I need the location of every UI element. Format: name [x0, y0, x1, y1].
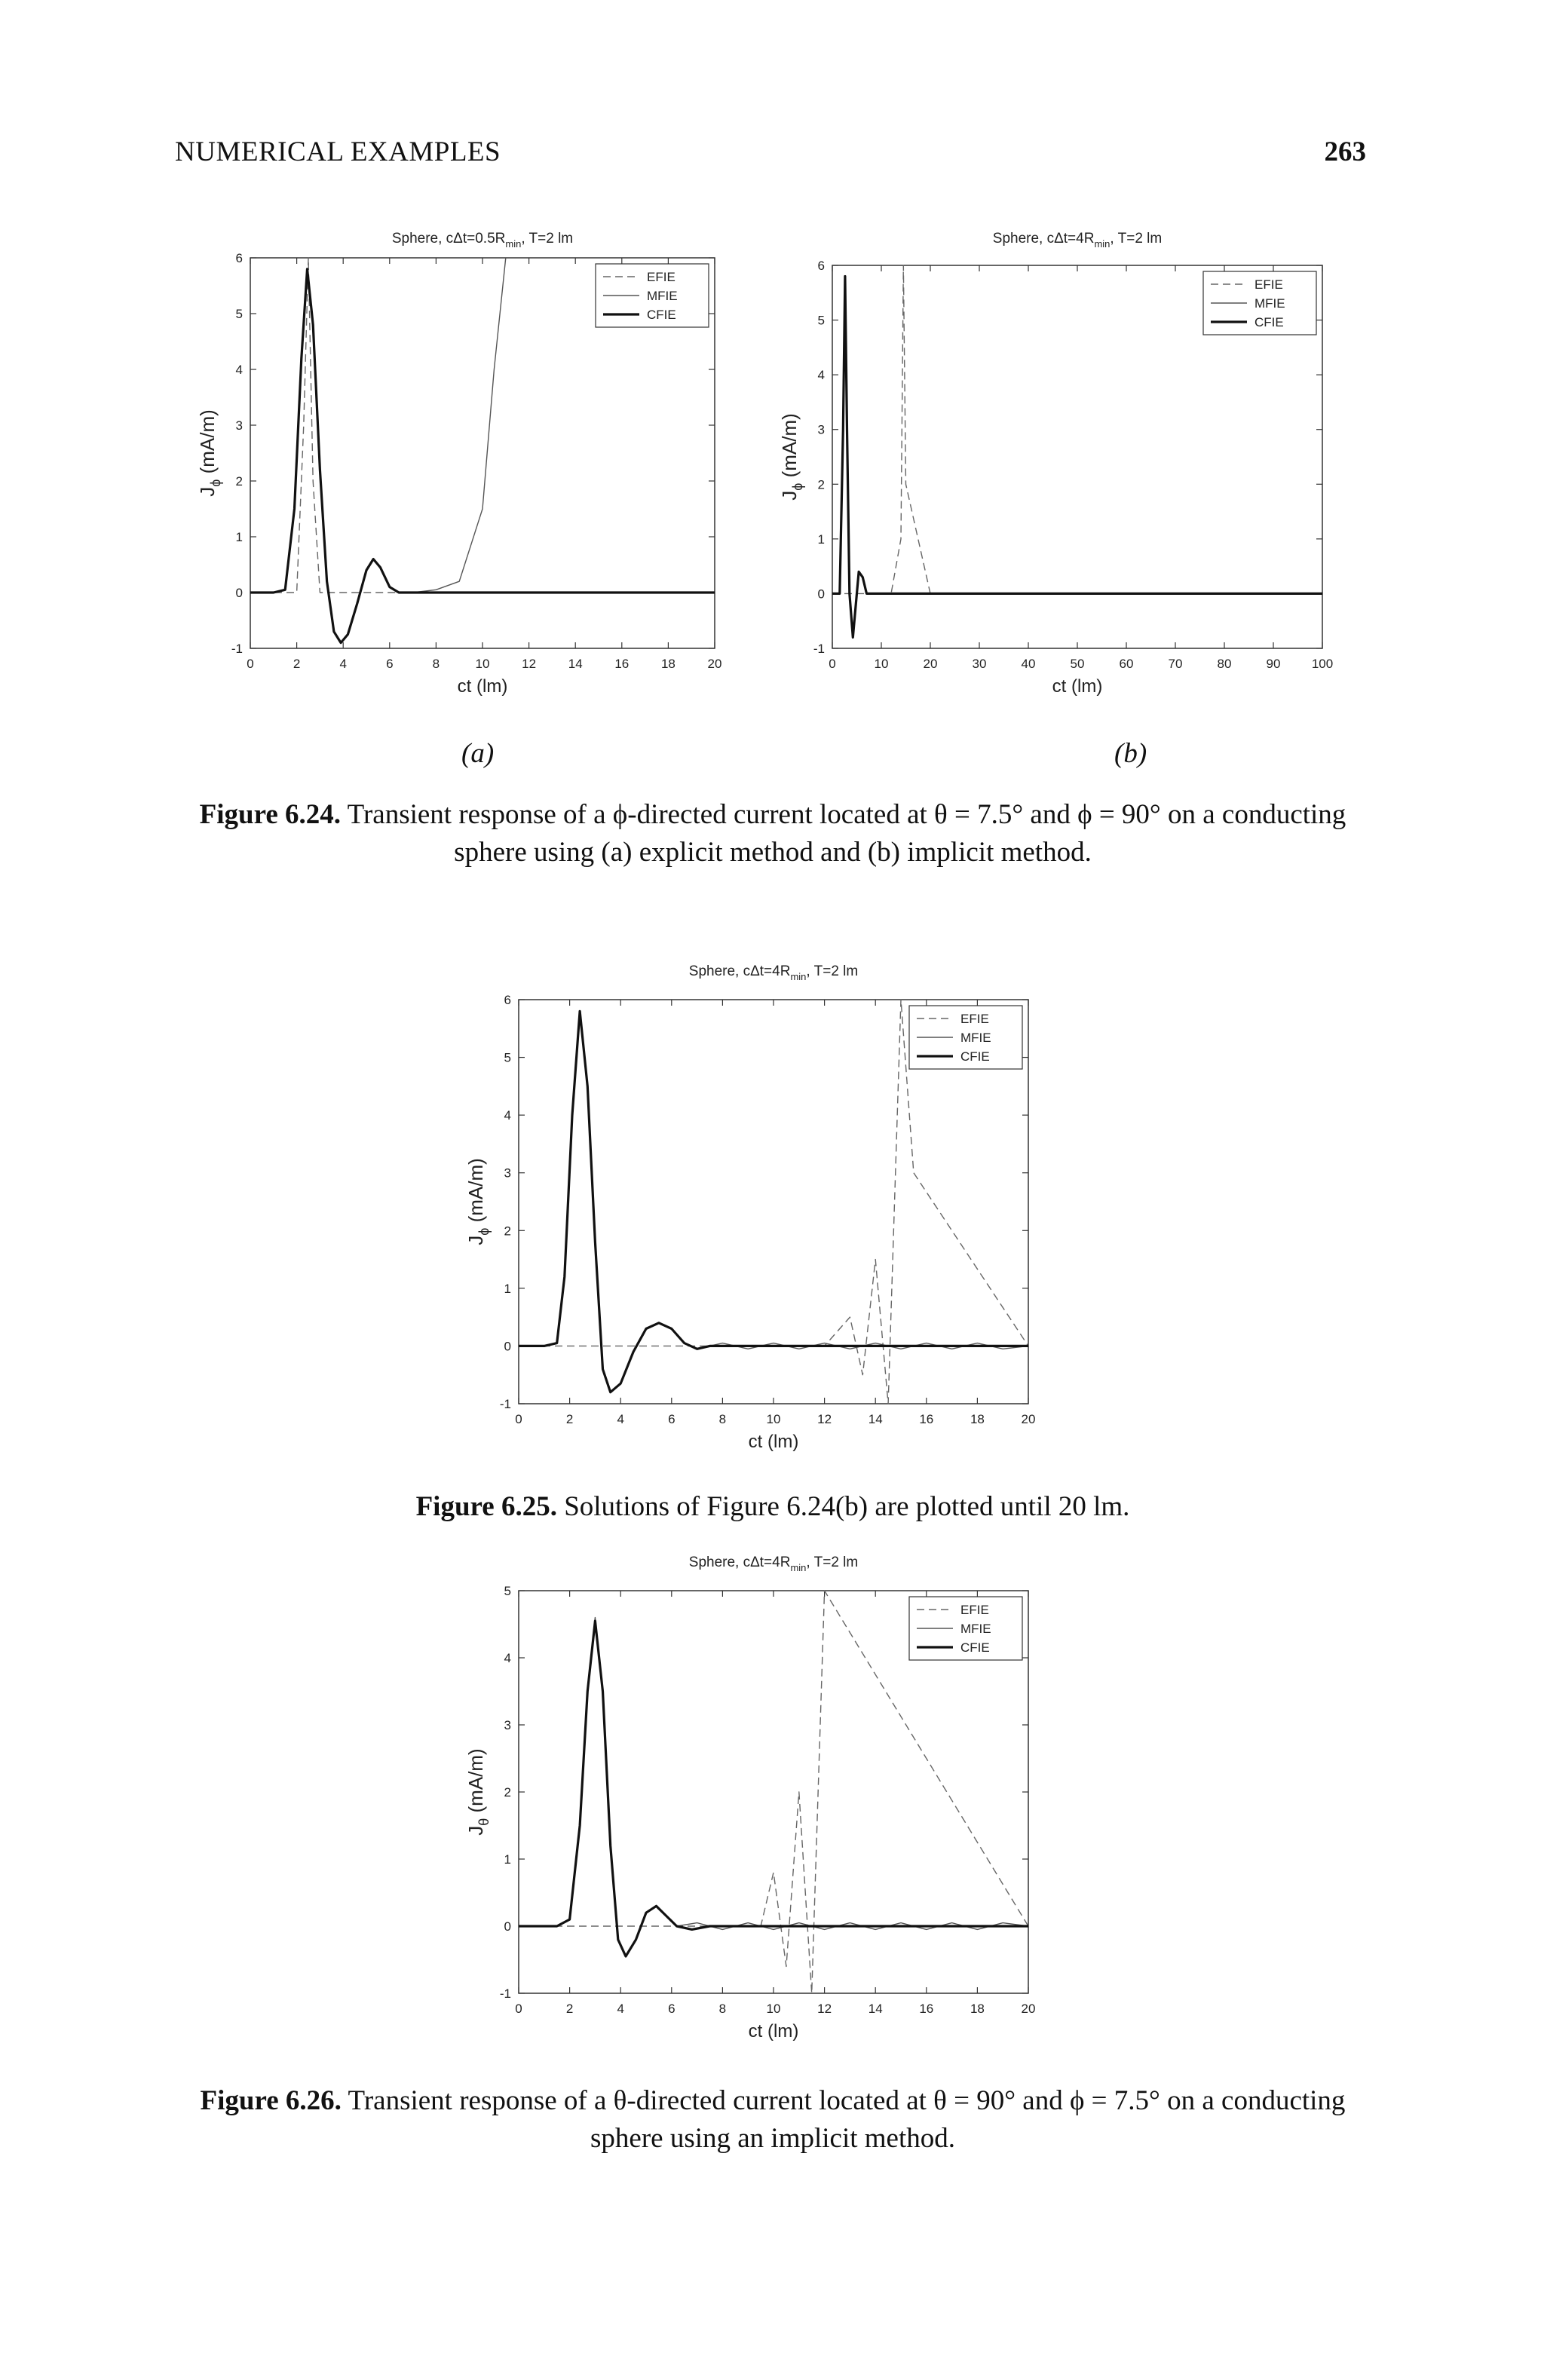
legend-label-cfie: CFIE [960, 1049, 990, 1064]
series-cfie [519, 1621, 1028, 1956]
y-tick-label: 1 [235, 530, 243, 544]
legend-label-efie: EFIE [960, 1012, 989, 1026]
x-tick-label: 20 [1021, 2002, 1036, 2016]
sublabel-b: (b) [1114, 738, 1147, 769]
page-number: 263 [1324, 136, 1366, 167]
y-tick-label: -1 [499, 1986, 511, 2001]
legend [909, 1597, 1022, 1660]
chart-title: Sphere, $c\Delta t=4R_{min}$, T=2 lm [688, 1555, 859, 1573]
legend-label-cfie: CFIE [647, 308, 676, 322]
figure-6-25-text: Solutions of Figure 6.24(b) are plotted until 20 lm. [564, 1491, 1130, 1522]
x-tick-label: 18 [970, 2002, 985, 2016]
x-tick-label: 20 [923, 657, 938, 671]
y-tick-label: 2 [817, 477, 825, 492]
y-tick-label: 5 [235, 307, 243, 321]
x-tick-label: 2 [565, 1412, 574, 1426]
figure-6-25-caption [181, 1488, 1365, 1526]
y-tick-label: -1 [499, 1397, 511, 1411]
x-tick-label: 4 [339, 657, 347, 671]
legend-label-efie: EFIE [647, 270, 676, 284]
x-tick-label: 8 [718, 2002, 727, 2016]
figure-6-26-caption [181, 2082, 1365, 2158]
x-tick-label: 14 [868, 1412, 883, 1426]
legend-label-efie: EFIE [960, 1603, 989, 1617]
series-mfie [519, 1618, 1028, 1956]
y-tick-label: 3 [504, 1718, 511, 1732]
x-tick-label: 0 [247, 657, 254, 671]
x-tick-label: 16 [919, 2002, 934, 2016]
x-tick-label: 4 [617, 1412, 624, 1426]
x-tick-label: 4 [617, 2002, 624, 2016]
x-tick-label: 40 [1021, 657, 1036, 671]
y-tick-label: 1 [504, 1852, 511, 1867]
x-tick-label: 70 [1168, 657, 1183, 671]
x-tick-label: 100 [1311, 657, 1334, 671]
x-tick-label: 16 [919, 1412, 934, 1426]
legend-label-mfie: MFIE [960, 1031, 991, 1045]
y-tick-label: 4 [504, 1651, 511, 1665]
x-axis-label: ct (lm) [457, 676, 508, 697]
legend [596, 264, 709, 327]
legend [909, 1006, 1022, 1069]
x-tick-label: 12 [817, 1412, 832, 1426]
series-mfie [250, 258, 506, 643]
chart-fig625 [464, 959, 1086, 1479]
x-tick-label: 2 [565, 2002, 574, 2016]
x-tick-label: 80 [1217, 657, 1232, 671]
x-tick-label: 8 [432, 657, 440, 671]
chart-fig626 [464, 1550, 1086, 2063]
y-tick-label: 5 [817, 313, 825, 328]
x-tick-label: 2 [293, 657, 301, 671]
legend-label-cfie: CFIE [960, 1640, 990, 1655]
y-tick-label: 5 [504, 1584, 511, 1598]
x-tick-label: 14 [868, 2002, 883, 2016]
x-tick-label: 18 [970, 1412, 985, 1426]
x-tick-label: 16 [614, 657, 630, 671]
y-tick-label: -1 [231, 642, 243, 656]
x-tick-label: 10 [475, 657, 490, 671]
x-tick-label: 50 [1070, 657, 1085, 671]
x-tick-label: 10 [874, 657, 889, 671]
chart-title: Sphere, $c\Delta t=4R_{min}$, T=2 lm [688, 963, 859, 982]
figure-6-25-label: Figure 6.25. [415, 1491, 557, 1522]
y-tick-label: 6 [235, 251, 243, 265]
y-tick-label: 0 [235, 586, 243, 600]
x-tick-label: 10 [766, 2002, 781, 2016]
figure-6-24-text: Transient response of a ϕ-directed current located at θ = 7.5° and ϕ = 90° on a conducting sphere using (a) explicit method and (b) implicit method. [347, 799, 1346, 868]
figure-6-26-text: Transient response of a θ-directed current located at θ = 90° and ϕ = 7.5° on a conducting sphere using an implicit method. [348, 2085, 1346, 2154]
legend-label-cfie: CFIE [1254, 315, 1284, 329]
figure-6-24-label: Figure 6.24. [199, 799, 342, 830]
sublabel-a: (a) [461, 738, 495, 769]
y-tick-label: 2 [504, 1224, 511, 1239]
figure-6-26-label: Figure 6.26. [200, 2085, 342, 2116]
y-tick-label: 4 [817, 368, 825, 383]
y-tick-label: 4 [504, 1108, 511, 1123]
x-tick-label: 0 [515, 1412, 522, 1426]
chart-fig624a [173, 226, 799, 739]
y-tick-label: 1 [504, 1281, 511, 1296]
x-tick-label: 20 [707, 657, 722, 671]
y-tick-label: 0 [817, 587, 825, 602]
y-tick-label: 6 [504, 993, 511, 1007]
y-tick-label: 0 [504, 1339, 511, 1354]
x-tick-label: 18 [660, 657, 676, 671]
y-tick-label: 0 [504, 1919, 511, 1934]
x-tick-label: 0 [515, 2002, 522, 2016]
running-head: NUMERICAL EXAMPLES [175, 136, 501, 167]
page-header [175, 136, 1366, 181]
legend-label-mfie: MFIE [960, 1622, 991, 1636]
y-tick-label: -1 [813, 642, 825, 656]
x-tick-label: 12 [817, 2002, 832, 2016]
y-tick-label: 1 [817, 531, 825, 547]
x-tick-label: 8 [718, 1412, 727, 1426]
x-tick-label: 20 [1021, 1412, 1036, 1426]
x-axis-label: ct (lm) [748, 1432, 799, 1452]
chart-title: Sphere, $c\Delta t=4R_{min}$, T=2 lm [992, 231, 1163, 250]
figure-6-24-caption [181, 796, 1365, 871]
x-tick-label: 14 [568, 657, 583, 671]
y-tick-label: 4 [235, 363, 243, 377]
x-tick-label: 12 [522, 657, 537, 671]
x-tick-label: 10 [766, 1412, 781, 1426]
x-axis-label: ct (lm) [1052, 676, 1103, 697]
chart-title: Sphere, $c\Delta t=0.5R_{min}$, T=2 lm [391, 231, 574, 250]
x-tick-label: 6 [386, 657, 394, 671]
x-tick-label: 30 [972, 657, 987, 671]
legend-label-mfie: MFIE [1254, 296, 1285, 311]
y-tick-label: 5 [504, 1050, 511, 1065]
y-tick-label: 3 [235, 418, 243, 433]
y-axis-label: $J_\theta$ (mA/m) [464, 1748, 492, 1836]
x-axis-label: ct (lm) [748, 2021, 799, 2042]
x-tick-label: 6 [668, 2002, 676, 2016]
legend [1203, 271, 1316, 335]
legend-label-mfie: MFIE [647, 289, 678, 303]
chart-fig624b [778, 226, 1389, 739]
x-tick-label: 0 [829, 657, 836, 671]
y-tick-label: 2 [235, 474, 243, 489]
y-tick-label: 6 [817, 259, 825, 273]
y-tick-label: 3 [504, 1165, 511, 1181]
y-tick-label: 2 [504, 1785, 511, 1800]
x-tick-label: 6 [668, 1412, 676, 1426]
y-axis-label: $J_\phi$ (mA/m) [778, 413, 805, 501]
x-tick-label: 90 [1266, 657, 1281, 671]
y-tick-label: 3 [817, 422, 825, 437]
legend-label-efie: EFIE [1254, 277, 1283, 292]
y-axis-label: $J_\phi$ (mA/m) [464, 1158, 492, 1245]
y-axis-label: $J_\phi$ (mA/m) [196, 409, 223, 497]
x-tick-label: 60 [1119, 657, 1134, 671]
